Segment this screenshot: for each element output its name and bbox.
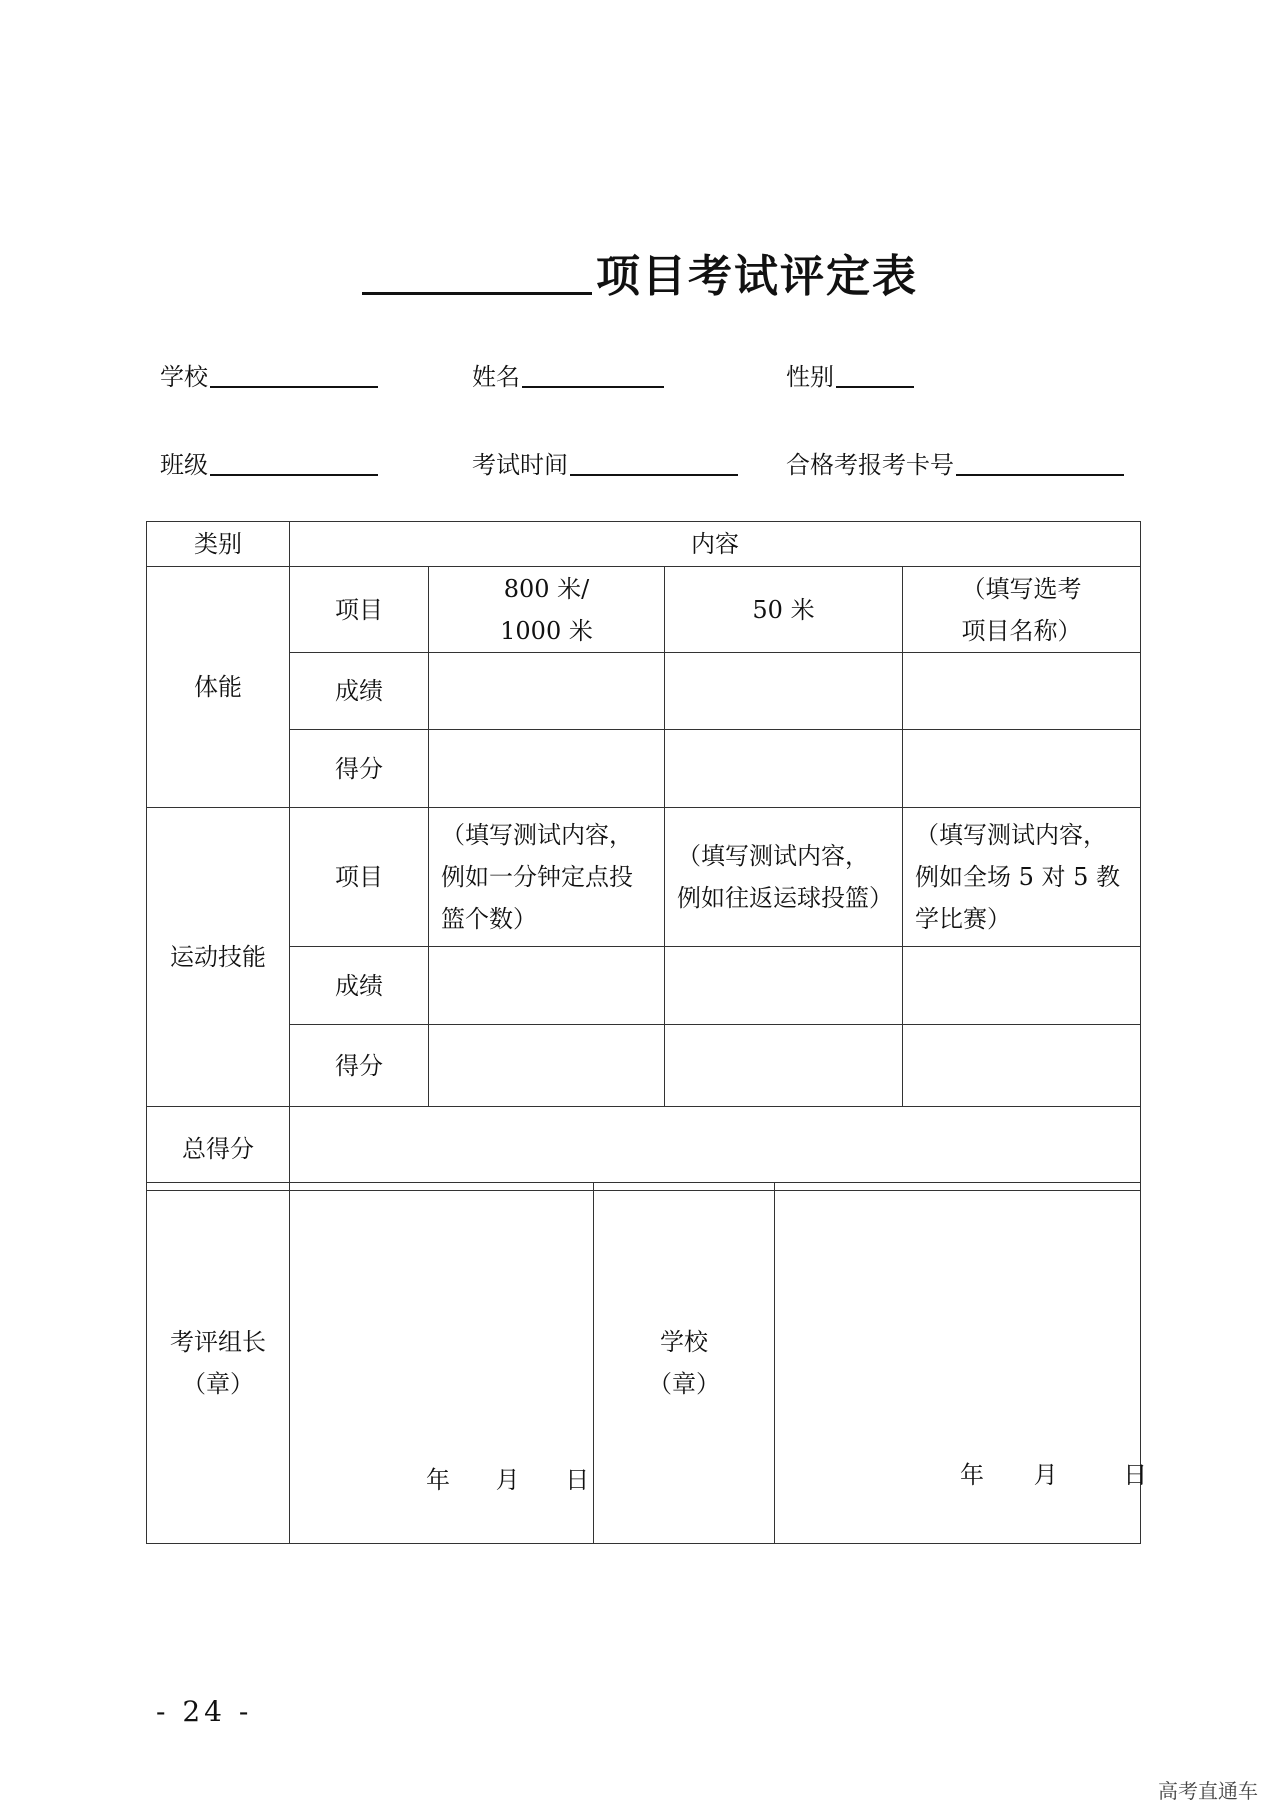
skills-score-cell-2[interactable] xyxy=(665,947,903,1025)
fitness-item-1: 800 米/ 1000 米 xyxy=(429,567,665,653)
school-field[interactable] xyxy=(160,357,378,392)
skills-points-cell-3[interactable] xyxy=(903,1025,1141,1107)
skills-score-label: 成绩 xyxy=(290,947,429,1025)
leader-seal: （章） xyxy=(182,1370,254,1398)
fitness-points-cell-2[interactable] xyxy=(665,730,903,808)
fitness-points-cell-1[interactable] xyxy=(429,730,665,808)
exam-card-blank[interactable] xyxy=(956,450,1124,476)
total-label: 总得分 xyxy=(147,1107,290,1191)
exam-card-field[interactable] xyxy=(786,445,1124,480)
school-label-cell xyxy=(594,1183,775,1544)
school-date-day: 日 xyxy=(1123,1461,1148,1489)
exam-time-label: 考试时间 xyxy=(472,451,568,479)
skills-points-cell-1[interactable] xyxy=(429,1025,665,1107)
name-blank[interactable] xyxy=(522,362,664,388)
fitness-points-label: 得分 xyxy=(290,730,429,808)
fitness-score-cell-2[interactable] xyxy=(665,653,903,730)
exam-time-blank[interactable] xyxy=(570,450,738,476)
leader-label: 考评组长 xyxy=(170,1328,266,1356)
school-label: 学校 xyxy=(160,363,208,391)
leader-date-month: 月 xyxy=(495,1466,520,1494)
school-seal-label: 学校 xyxy=(660,1328,708,1356)
leader-date-day: 日 xyxy=(565,1466,590,1494)
header-category: 类别 xyxy=(147,522,290,567)
exam-time-field[interactable] xyxy=(472,445,738,480)
school-date-month: 月 xyxy=(1033,1461,1058,1489)
fitness-item-label: 项目 xyxy=(290,567,429,653)
skills-points-cell-2[interactable] xyxy=(665,1025,903,1107)
fitness-score-cell-3[interactable] xyxy=(903,653,1141,730)
fitness-score-label: 成绩 xyxy=(290,653,429,730)
header-content: 内容 xyxy=(290,522,1141,567)
skills-score-cell-1[interactable] xyxy=(429,947,665,1025)
skills-item-1: （填写测试内容，例如一分钟定点投篮个数） xyxy=(429,808,665,947)
fitness-score-cell-1[interactable] xyxy=(429,653,665,730)
fitness-item-2: 50 米 xyxy=(665,567,903,653)
leader-label-cell xyxy=(147,1183,290,1544)
name-field[interactable] xyxy=(472,357,664,392)
skills-category: 运动技能 xyxy=(147,808,290,1107)
skills-item-3: （填写测试内容，例如全场 5 对 5 教学比赛） xyxy=(903,808,1141,947)
gender-label: 性别 xyxy=(786,363,834,391)
page-title: 项目考试评定表 xyxy=(0,240,1280,304)
skills-score-cell-3[interactable] xyxy=(903,947,1141,1025)
fitness-category: 体能 xyxy=(147,567,290,808)
gender-blank[interactable] xyxy=(836,362,914,388)
skills-item-label: 项目 xyxy=(290,808,429,947)
gender-field[interactable] xyxy=(786,357,914,392)
fitness-item-3: （填写选考 项目名称） xyxy=(903,567,1141,653)
fitness-points-cell-3[interactable] xyxy=(903,730,1141,808)
class-blank[interactable] xyxy=(210,450,378,476)
school-date-year: 年 xyxy=(960,1461,984,1489)
class-field[interactable] xyxy=(160,445,378,480)
total-cell[interactable] xyxy=(290,1107,1141,1191)
school-date xyxy=(960,1455,1147,1490)
title-blank-line[interactable] xyxy=(362,248,592,295)
school-blank[interactable] xyxy=(210,362,378,388)
page-number: - 24 - xyxy=(156,1695,253,1728)
name-label: 姓名 xyxy=(472,363,520,391)
class-label: 班级 xyxy=(160,451,208,479)
leader-date xyxy=(426,1460,589,1495)
skills-points-label: 得分 xyxy=(290,1025,429,1107)
skills-item-2: （填写测试内容，例如往返运球投篮） xyxy=(665,808,903,947)
watermark: 高考直通车 xyxy=(1158,1779,1258,1803)
leader-date-year: 年 xyxy=(426,1466,450,1494)
school-seal: （章） xyxy=(648,1370,720,1398)
evaluation-table xyxy=(146,521,1141,1191)
exam-card-label: 合格考报考卡号 xyxy=(786,451,954,479)
